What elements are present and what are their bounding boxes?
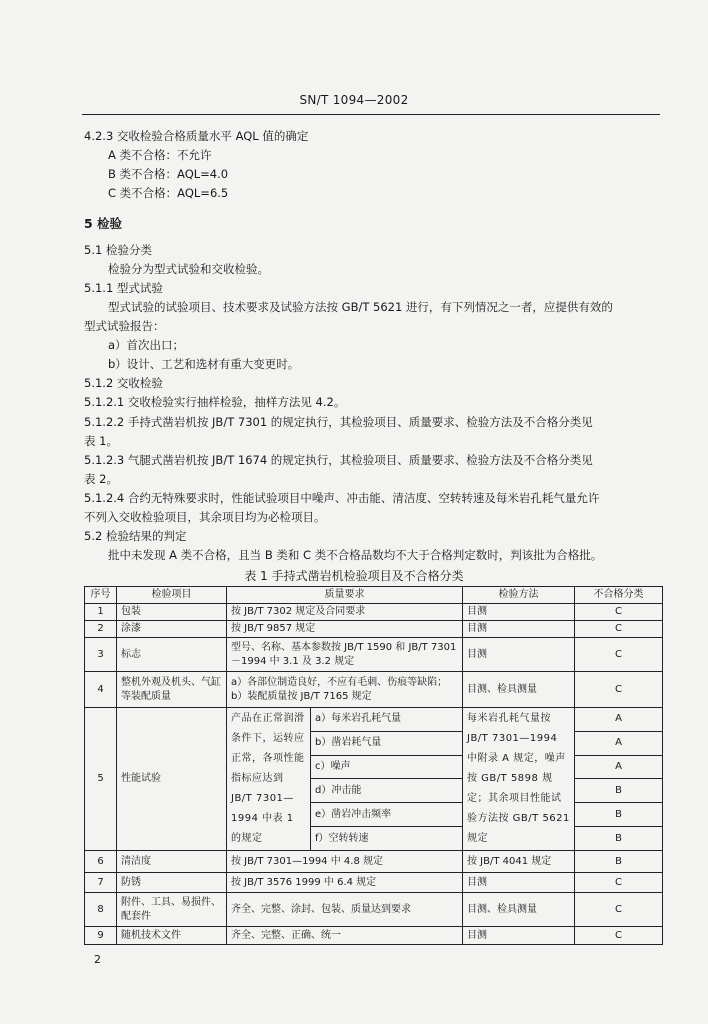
cell-no: 6 xyxy=(85,851,117,873)
table-row xyxy=(85,893,663,927)
table-1-title: 表 1 手持式凿岩机检验项目及不合格分类 xyxy=(244,569,464,583)
cell-requirement: 齐全、完整、正确、统一 xyxy=(227,927,463,945)
table-row xyxy=(85,604,663,621)
cell-class: A xyxy=(575,708,663,732)
cell-no: 5 xyxy=(85,708,117,851)
clause-5-1-1-item-b: b）设计、工艺和选材有重大变更时。 xyxy=(108,357,300,371)
cell-sub-requirement: f）空转转速 xyxy=(311,827,463,851)
cell-requirement: 按 JB/T 3576 1999 中 6.4 规定 xyxy=(227,873,463,893)
cell-no: 1 xyxy=(85,604,117,621)
cell-item: 标志 xyxy=(117,638,227,672)
header-rule xyxy=(82,114,660,115)
cell-item: 随机技术文件 xyxy=(117,927,227,945)
cell-no: 2 xyxy=(85,621,117,638)
clause-5-1-2-4-line1: 5.1.2.4 合约无特殊要求时，性能试验项目中噪声、冲击能、清洁度、空转转速及每米岩孔耗气量允许 xyxy=(84,491,600,505)
clause-5-2-text: 批中未发现 A 类不合格，且当 B 类和 C 类不合格品数均不大于合格判定数时，判该批为合格批。 xyxy=(108,548,603,562)
table-row xyxy=(85,621,663,638)
header-class: 不合格分类 xyxy=(575,587,663,604)
cell-no: 8 xyxy=(85,893,117,927)
cell-no: 3 xyxy=(85,638,117,672)
table-row xyxy=(85,672,663,708)
clause-5-1-title: 5.1 检验分类 xyxy=(84,243,152,257)
cell-class: B xyxy=(575,803,663,827)
header-method: 检验方法 xyxy=(463,587,575,604)
cell-sub-requirement: b）凿岩耗气量 xyxy=(311,731,463,755)
cell-method: 目测 xyxy=(463,604,575,621)
cell-method: 目测 xyxy=(463,927,575,945)
table-row xyxy=(85,927,663,945)
cell-requirement: 按 JB/T 7301—1994 中 4.8 规定 xyxy=(227,851,463,873)
cell-class: C xyxy=(575,604,663,621)
cell-sub-requirement: a）每米岩孔耗气量 xyxy=(311,708,463,732)
clause-5-1-2-2-line1: 5.1.2.2 手持式凿岩机按 JB/T 7301 的规定执行，其检验项目、质量要求、检验方法及不合格分类见 xyxy=(84,415,593,429)
cell-class: A xyxy=(575,731,663,755)
cell-requirement-main: 产品在正常润滑条件下，运转应正常，各项性能指标应达到 JB/T 7301—1994 中表 1 的规定 xyxy=(227,708,311,851)
cell-requirement: 齐全、完整、涂封、包装、质量达到要求 xyxy=(227,893,463,927)
cell-requirement: 按 JB/T 9857 规定 xyxy=(227,621,463,638)
cell-requirement: 按 JB/T 7302 规定及合同要求 xyxy=(227,604,463,621)
cell-class: B xyxy=(575,779,663,803)
cell-no: 9 xyxy=(85,927,117,945)
clause-5-1-2-1: 5.1.2.1 交收检验实行抽样检验，抽样方法见 4.2。 xyxy=(84,395,346,409)
clause-5-1-2-3-line1: 5.1.2.3 气腿式凿岩机按 JB/T 1674 的规定执行，其检验项目、质量要求、检验方法及不合格分类见 xyxy=(84,453,593,467)
cell-method: 目测、检具测量 xyxy=(463,672,575,708)
clause-5-1-text: 检验分为型式试验和交收检验。 xyxy=(108,262,269,276)
cell-method: 目测、检具测量 xyxy=(463,893,575,927)
cell-class: C xyxy=(575,621,663,638)
cell-method: 目测 xyxy=(463,638,575,672)
clause-5-2-title: 5.2 检验结果的判定 xyxy=(84,529,187,543)
clause-4-2-3-a: A 类不合格：不允许 xyxy=(108,148,212,162)
cell-item: 清洁度 xyxy=(117,851,227,873)
header-item: 检验项目 xyxy=(117,587,227,604)
table-row xyxy=(85,873,663,893)
clause-5-1-2-2-line2: 表 1。 xyxy=(84,434,118,448)
clause-5-1-2-4-line2: 不列入交收检验项目，其余项目均为必检项目。 xyxy=(84,510,326,524)
page-header-code: SN/T 1094—2002 xyxy=(299,93,409,107)
clause-5-1-1-title: 5.1.1 型式试验 xyxy=(84,281,163,295)
page-number: 2 xyxy=(94,953,101,966)
cell-class: C xyxy=(575,873,663,893)
cell-method: 按 JB/T 4041 规定 xyxy=(463,851,575,873)
cell-sub-requirement: d）冲击能 xyxy=(311,779,463,803)
cell-item: 包装 xyxy=(117,604,227,621)
cell-class: B xyxy=(575,851,663,873)
clause-5-1-2-title: 5.1.2 交收检验 xyxy=(84,376,163,390)
header-no: 序号 xyxy=(85,587,117,604)
cell-class: C xyxy=(575,638,663,672)
clause-5-1-1-text-line1: 型式试验的试验项目、技术要求及试验方法按 GB/T 5621 进行，有下列情况之一者，应提供有效的 xyxy=(108,300,613,314)
clause-4-2-3-title: 4.2.3 交收检验合格质量水平 AQL 值的确定 xyxy=(84,129,309,143)
cell-item: 防锈 xyxy=(117,873,227,893)
clause-4-2-3-b: B 类不合格：AQL=4.0 xyxy=(108,167,229,181)
header-requirement: 质量要求 xyxy=(227,587,463,604)
requirement-line-a: a）各部位制造良好，不应有毛刺、伤痕等缺陷； xyxy=(231,676,448,688)
cell-item: 性能试验 xyxy=(117,708,227,851)
cell-no: 4 xyxy=(85,672,117,708)
clause-5-1-2-3-line2: 表 2。 xyxy=(84,472,118,486)
clause-5-1-1-text-line2: 型式试验报告： xyxy=(84,319,165,333)
cell-class: C xyxy=(575,893,663,927)
cell-no: 7 xyxy=(85,873,117,893)
cell-requirement: 型号、名称、基本参数按 JB/T 1590 和 JB/T 7301－1994 中 3.1 及 3.2 规定 xyxy=(227,638,463,672)
cell-method: 目测 xyxy=(463,621,575,638)
cell-item: 涂漆 xyxy=(117,621,227,638)
cell-method: 每米岩孔耗气量按 JB/T 7301—1994 中附录 A 规定，噪声按 GB/T 5898 规定；其余项目性能试验方法按 GB/T 5621 规定 xyxy=(463,708,575,851)
clause-5-1-1-item-a: a）首次出口； xyxy=(108,338,185,352)
inspection-table xyxy=(84,586,663,945)
cell-item: 附件、工具、易损件、配套件 xyxy=(117,893,227,927)
clause-4-2-3-c: C 类不合格：AQL=6.5 xyxy=(108,186,229,200)
cell-item: 整机外观及机头、气缸等装配质量 xyxy=(117,672,227,708)
cell-requirement xyxy=(227,672,463,708)
cell-class: C xyxy=(575,672,663,708)
table-row xyxy=(85,851,663,873)
requirement-line-b: b）装配质量按 JB/T 7165 规定 xyxy=(231,690,372,702)
table-row xyxy=(85,638,663,672)
cell-class: A xyxy=(575,755,663,779)
cell-class: C xyxy=(575,927,663,945)
cell-sub-requirement: c）噪声 xyxy=(311,755,463,779)
table-row-performance xyxy=(85,708,663,732)
cell-class: B xyxy=(575,827,663,851)
cell-sub-requirement: e）凿岩冲击频率 xyxy=(311,803,463,827)
cell-method: 目测 xyxy=(463,873,575,893)
table-header-row xyxy=(85,587,663,604)
section-5-title: 5 检验 xyxy=(84,216,123,231)
